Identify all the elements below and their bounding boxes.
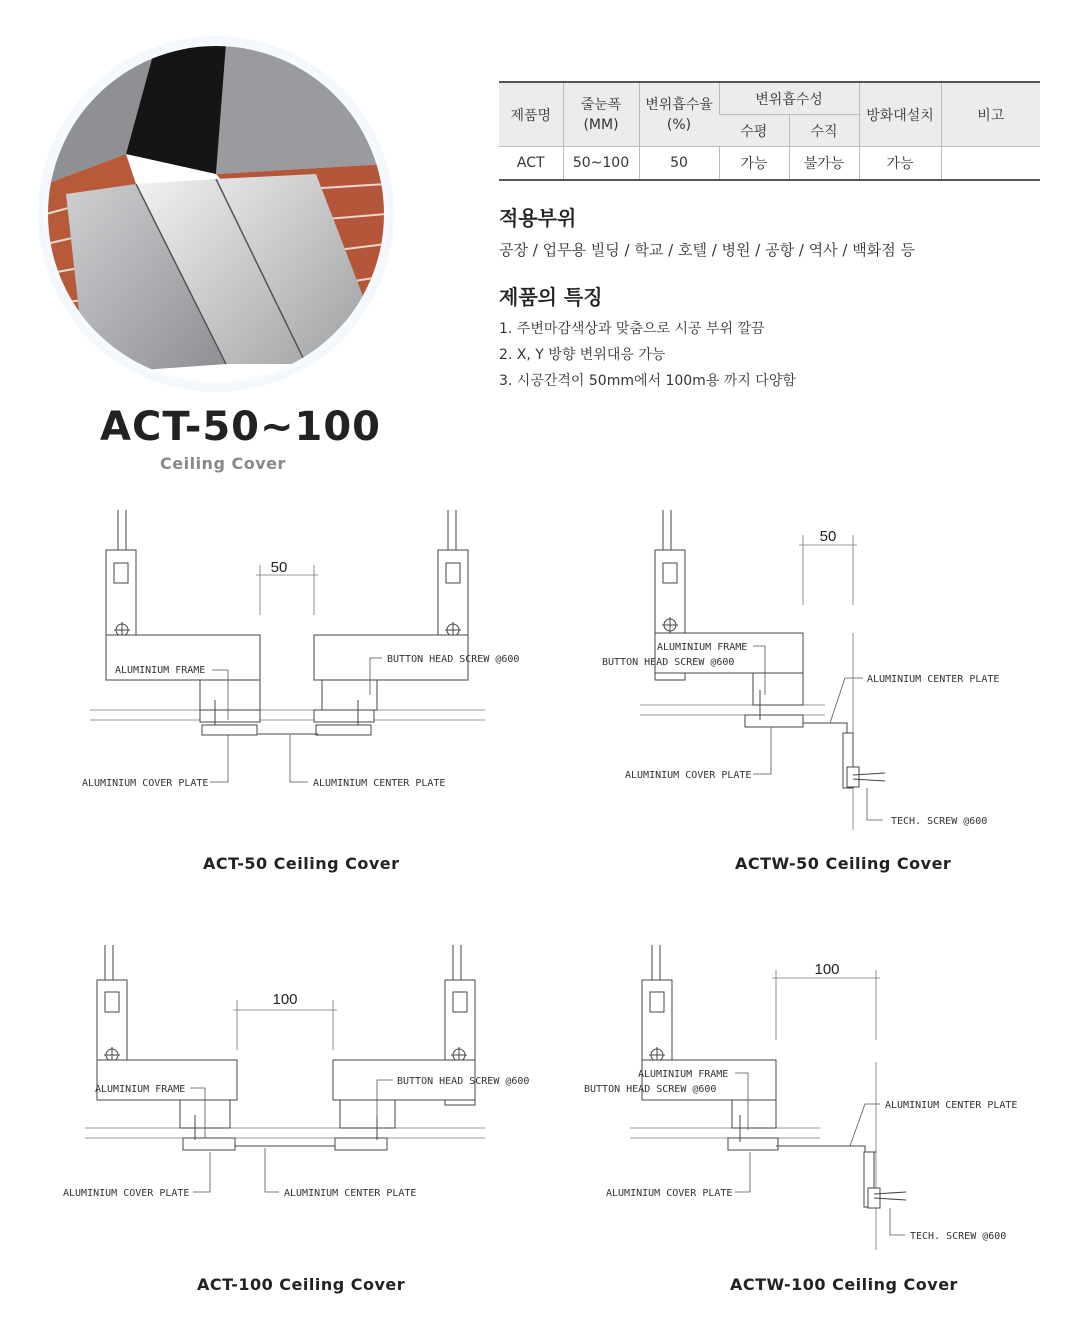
cell-width: 50~100 (563, 147, 639, 181)
application-text: 공장 / 업무용 빌딩 / 학교 / 호텔 / 병원 / 공항 / 역사 / 백화점 등 (499, 241, 915, 259)
act50-dim: 50 (270, 559, 288, 576)
act100-diagram (55, 940, 545, 1210)
product-code: ACT-50~100 (100, 404, 381, 450)
actw100-dim: 100 (814, 961, 840, 978)
feature-item-1: 1. 주변마감색상과 맞춤으로 시공 부위 깔끔 (499, 321, 765, 337)
table-row (499, 147, 1040, 181)
actw100-label-tech: TECH. SCREW @600 (910, 1231, 1007, 1242)
act50-label-screw: BUTTON HEAD SCREW @600 (387, 654, 520, 665)
actw100-diagram (580, 940, 1030, 1260)
spec-table (499, 81, 1040, 181)
cell-absorb-rate: 50 (639, 147, 719, 181)
application-title: 적용부위 (499, 206, 577, 230)
features-title: 제품의 특징 (499, 285, 603, 309)
product-subtitle: Ceiling Cover (160, 454, 286, 473)
actw100-label-cover: ALUMINIUM COVER PLATE (606, 1188, 733, 1199)
actw100-title: ACTW-100 Ceiling Cover (730, 1275, 958, 1294)
header-horizontal: 수평 (719, 115, 789, 147)
header-width: 줄눈폭 (MM) (563, 82, 639, 147)
product-photo (38, 36, 394, 392)
act100-label-frame: ALUMINIUM FRAME (95, 1084, 186, 1095)
actw50-label-cover: ALUMINIUM COVER PLATE (625, 770, 752, 781)
act100-dim: 100 (272, 991, 298, 1008)
feature-item-2: 2. X, Y 방향 변위대응 가능 (499, 347, 666, 363)
feature-item-3: 3. 시공간격이 50mm에서 100m용 까지 다양함 (499, 373, 796, 389)
actw100-label-center: ALUMINIUM CENTER PLATE (885, 1100, 1018, 1111)
act100-label-screw: BUTTON HEAD SCREW @600 (397, 1076, 530, 1087)
cell-note (941, 147, 1040, 181)
act100-label-cover: ALUMINIUM COVER PLATE (63, 1188, 190, 1199)
act100-label-center: ALUMINIUM CENTER PLATE (284, 1188, 417, 1199)
act50-diagram (60, 505, 540, 805)
actw50-label-tech: TECH. SCREW @600 (891, 816, 988, 827)
act100-title: ACT-100 Ceiling Cover (197, 1275, 406, 1294)
header-fireproof: 방화대설치 (859, 82, 941, 147)
act50-label-cover: ALUMINIUM COVER PLATE (82, 778, 209, 789)
actw50-diagram (595, 505, 1035, 835)
act50-label-frame: ALUMINIUM FRAME (115, 665, 206, 676)
act50-title: ACT-50 Ceiling Cover (203, 854, 400, 873)
actw50-title: ACTW-50 Ceiling Cover (735, 854, 952, 873)
header-vertical: 수직 (789, 115, 859, 147)
actw50-label-screw: BUTTON HEAD SCREW @600 (602, 657, 735, 668)
act50-label-center: ALUMINIUM CENTER PLATE (313, 778, 446, 789)
cell-fireproof: 가능 (859, 147, 941, 181)
actw100-label-screw: BUTTON HEAD SCREW @600 (584, 1084, 717, 1095)
header-absorb-rate: 변위흡수율 (%) (639, 82, 719, 147)
actw50-label-center: ALUMINIUM CENTER PLATE (867, 674, 1000, 685)
header-absorb-group: 변위흡수성 (719, 82, 859, 115)
actw50-dim: 50 (819, 528, 837, 545)
actw50-label-frame: ALUMINIUM FRAME (657, 642, 748, 653)
actw100-label-frame: ALUMINIUM FRAME (638, 1069, 729, 1080)
cell-horizontal: 가능 (719, 147, 789, 181)
header-note: 비고 (941, 82, 1040, 147)
cell-vertical: 불가능 (789, 147, 859, 181)
header-name: 제품명 (499, 82, 563, 147)
cell-name: ACT (499, 147, 563, 181)
